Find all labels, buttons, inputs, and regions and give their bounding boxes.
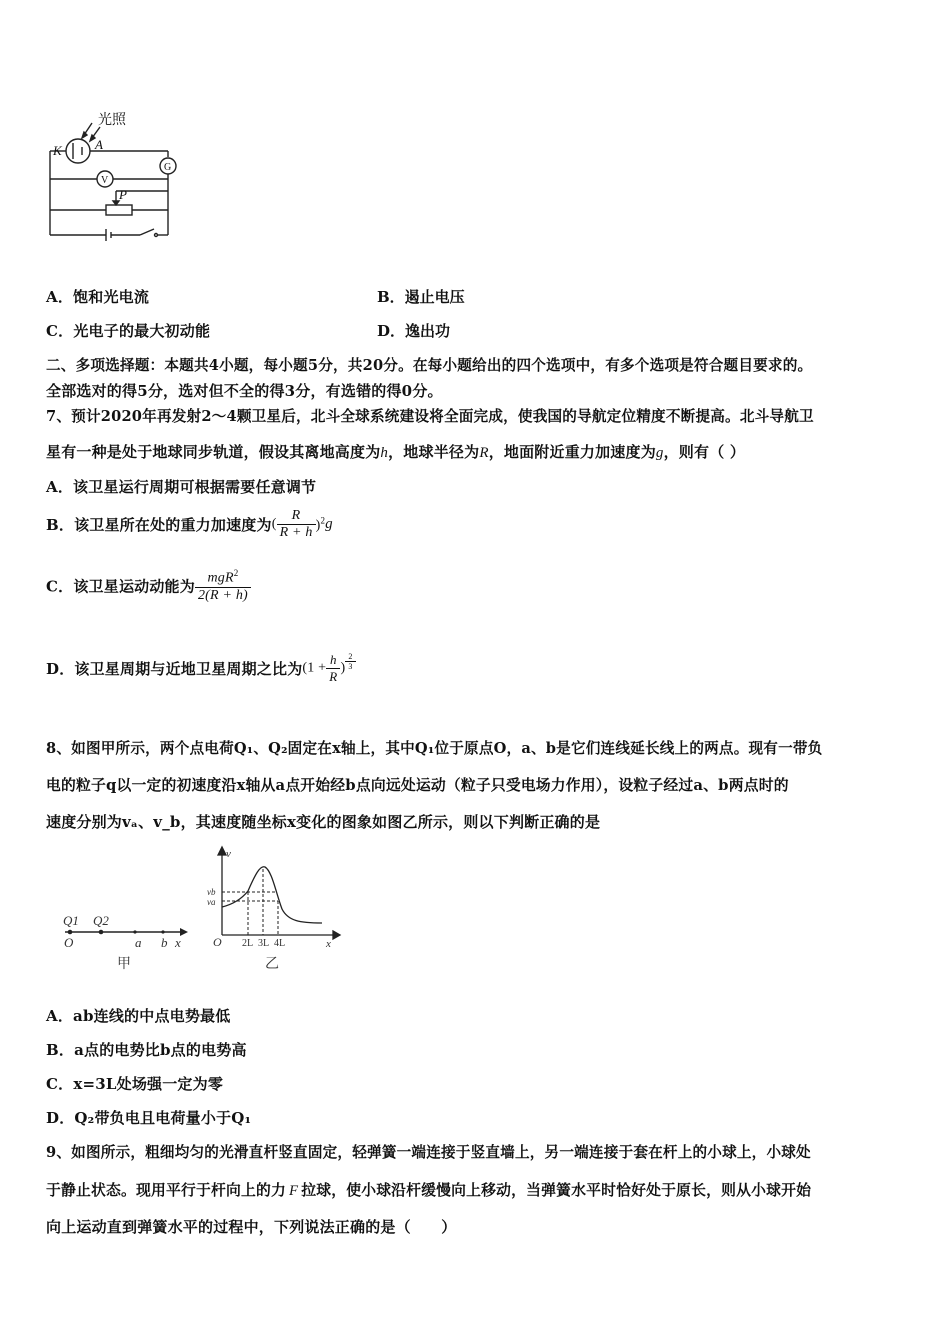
v-label: V [101,175,109,186]
q6-option-a: A．饱和光电流 [46,288,150,306]
q8-line1: 8、如图甲所示，两个点电荷Q₁、Q₂固定在x轴上，其中Q₁位于原点O，a、b是它们连线延长线上的两点。现有一带负 [46,740,823,757]
q9-line1: 9、如图所示，粗细均匀的光滑直杆竖直固定，轻弹簧一端连接于竖直墙上，另一端连接于套在杆上的小球上，小球处 [46,1144,811,1161]
q8-option-d: D．Q₂带负电且电荷量小于Q₁ [46,1109,252,1127]
option-c-fraction: $\frac{mgR^2}{2(R + h)}$ [195,568,251,604]
yi-caption: 乙 [265,957,279,972]
v-axis-label: v [226,848,231,860]
q6-option-d: D．逸出功 [377,322,451,340]
var-r: R [479,445,489,461]
q8-line3: 速度分别为vₐ、v_b，其速度随坐标x变化的图象如图乙所示，则以下判断正确的是 [46,813,601,831]
yi-x-axis-label: x [326,938,331,950]
va-label: va [207,897,216,907]
option-d-exponent: $\frac{2}{3}$ [345,652,355,671]
var-f: F [288,1183,299,1199]
b-point-label: b [161,935,168,950]
tick-4l: 4L [274,938,286,949]
light-label: 光照 [98,113,126,128]
option-d-fraction: $\frac{h}{R}$ [326,652,340,685]
a-label: A [95,137,103,152]
q7-option-c: C．该卫星运动动能为 $\frac{mgR^2}{2(R + h)}$ [46,568,251,604]
x-axis-label: x [175,935,181,950]
q8-line2: 电的粒子q以一定的初速度沿x轴从a点开始经b点向远处运动（粒子只受电场力作用），设粒子经过a、b两点时的 [46,777,789,794]
jia-caption: 甲 [117,957,131,972]
g-label: G [164,162,172,173]
q9-line2: 于静止状态。现用平行于杆向上的力 F 拉球，使小球沿杆缓慢向上移动，当弹簧水平时恰好处于原长，则从小球开始 [46,1182,812,1199]
section2-line1: 二、多项选择题：本题共4小题，每小题5分，共20分。在每小题给出的四个选项中，有多个选项是符合题目要求的。 [46,357,813,374]
k-label: K [53,143,62,158]
figure-yi [200,845,350,980]
figure-jia [55,895,195,980]
q8-option-a: A．ab连线的中点电势最低 [46,1007,231,1025]
option-b-fraction: $\frac{R}{R + h}$ [277,508,316,541]
q2-label: Q2 [93,913,109,928]
q7-option-d: D．该卫星周期与近地卫星周期之比为(1 + $\frac{h}{R}$ ) $\frac{2}{3}$ [46,652,356,685]
p-label: P [119,187,127,202]
tick-2l: 2L [242,938,254,949]
q7-line1: 7、预计2020年再发射2～4颗卫星后，北斗全球系统建设将全面完成，使我国的导航定位精度不断提高。北斗导航卫 [46,408,814,425]
q6-option-b: B．遏止电压 [377,288,465,306]
yi-origin-label: O [213,935,222,949]
q7-line2: 星有一种是处于地球同步轨道，假设其离地高度为h，地球半径为R，地面附近重力加速度为g，则有（ ） [46,443,746,461]
q8-option-c: C．x=3L处场强一定为零 [46,1075,224,1093]
origin-label: O [64,935,74,950]
q1-label: Q1 [63,913,79,928]
vb-label: vb [207,887,216,897]
q8-option-b: B．a点的电势比b点的电势高 [46,1041,247,1059]
var-g: g [655,445,664,461]
q7-option-b: B．该卫星所在处的重力加速度为( $\frac{R}{R + h}$ )$^2$g [46,508,333,540]
section2-line2: 全部选对的得5分，选对但不全的得3分，有选错的得0分。 [46,382,443,400]
q7-option-a: A．该卫星运行周期可根据需要任意调节 [46,478,317,496]
photoelectric-circuit-figure [40,105,190,245]
q6-option-c: C．光电子的最大初动能 [46,322,211,340]
a-point-label: a [135,935,142,950]
var-h: h [380,445,389,461]
tick-3l: 3L [258,938,270,949]
q9-line3: 向上运动直到弹簧水平的过程中，下列说法正确的是（ ） [46,1218,457,1236]
